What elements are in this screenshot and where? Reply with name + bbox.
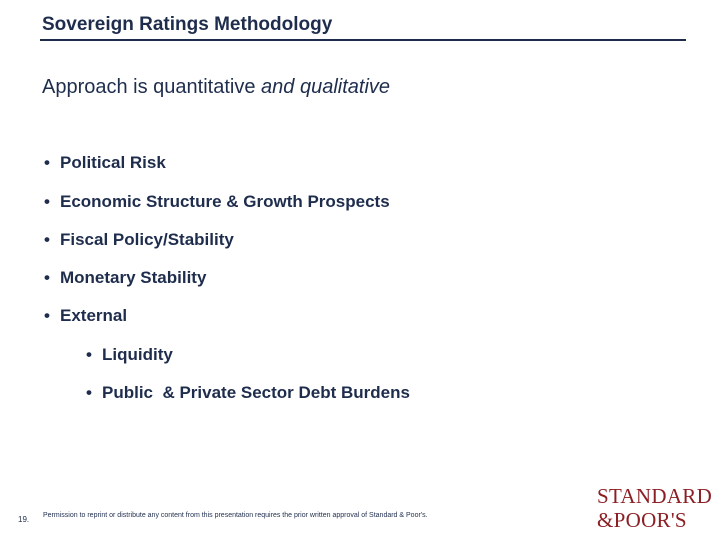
sub-bullet-item-debt-burdens bbox=[86, 383, 410, 403]
bullet-text: Political Risk bbox=[60, 153, 166, 172]
bullet-marker: • bbox=[44, 192, 50, 211]
slide-subtitle bbox=[42, 76, 390, 99]
bullet-item-political-risk bbox=[44, 153, 166, 173]
bullet-text: Liquidity bbox=[102, 345, 173, 364]
bullet-item-economic-structure bbox=[44, 192, 390, 212]
subtitle-italic-text: and qualitative bbox=[261, 76, 391, 98]
bullet-text: Economic Structure & Growth Prospects bbox=[60, 192, 390, 211]
bullet-item-monetary-stability bbox=[44, 268, 206, 288]
bullet-marker: • bbox=[44, 153, 50, 172]
bullet-marker: • bbox=[44, 306, 50, 325]
page-number: 19. bbox=[18, 515, 30, 524]
bullet-marker: • bbox=[44, 230, 50, 249]
subtitle-regular-text: Approach is quantitative bbox=[42, 76, 262, 98]
title-underline bbox=[40, 39, 686, 41]
bullet-marker: • bbox=[44, 268, 50, 287]
bullet-text: Fiscal Policy/Stability bbox=[60, 230, 234, 249]
bullet-text: Monetary Stability bbox=[60, 268, 207, 287]
logo-line-1: STANDARD bbox=[597, 484, 713, 508]
permission-note: Permission to reprint or distribute any content from this presentation requires the prior written approval of Standard & Poor's. bbox=[43, 512, 428, 519]
logo-line-2: &POOR'S bbox=[597, 508, 687, 532]
standard-and-poors-logo bbox=[597, 484, 713, 532]
page-title: Sovereign Ratings Methodology bbox=[42, 14, 333, 35]
bullet-marker: • bbox=[86, 383, 92, 402]
sub-bullet-item-liquidity bbox=[86, 345, 173, 365]
bullet-item-fiscal-policy bbox=[44, 230, 234, 250]
bullet-item-external bbox=[44, 306, 127, 326]
bullet-marker: • bbox=[86, 345, 92, 364]
bullet-text: Public & Private Sector Debt Burdens bbox=[102, 383, 410, 402]
bullet-text: External bbox=[60, 306, 128, 325]
